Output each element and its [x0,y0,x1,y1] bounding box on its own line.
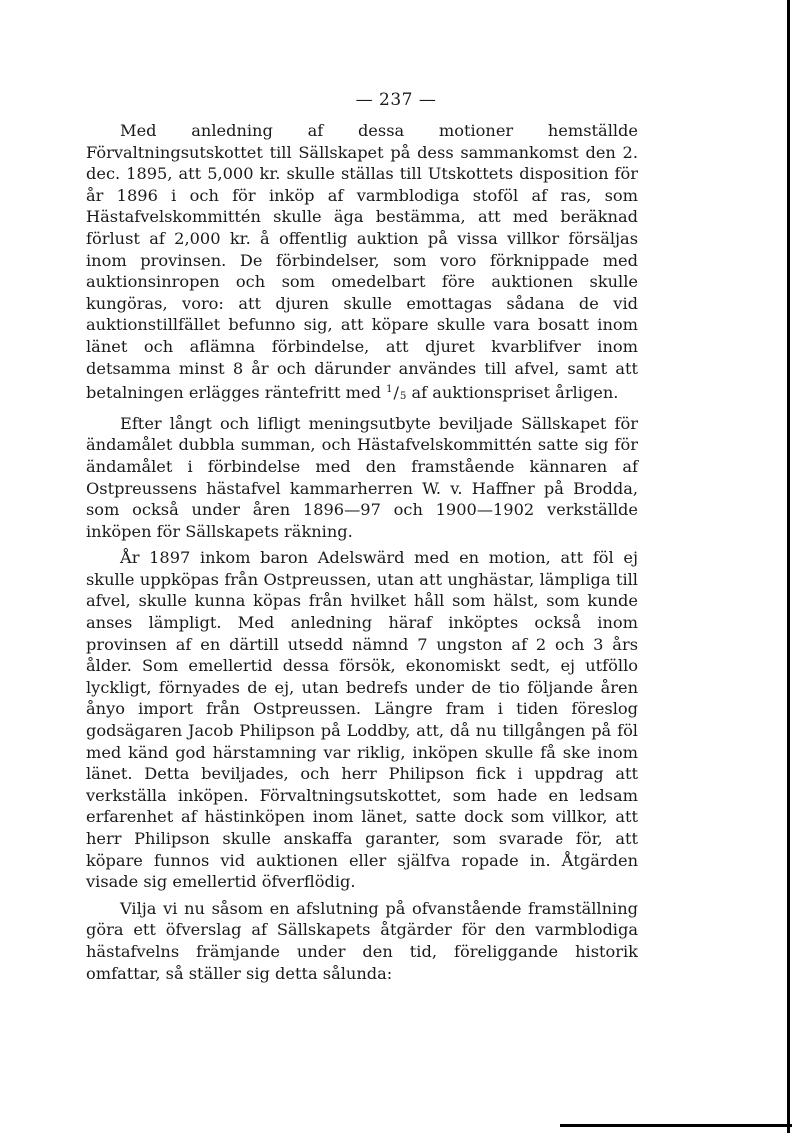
paragraph-1 [86,120,638,408]
paragraph-3: År 1897 inkom baron Adelswärd med en motion, att föl ej skulle uppköpas från Ostpreussen, utan att unghästar, lämpliga till afvel, skulle kunna köpas från hvilket håll som hälst, som kunde anses lämpligt. Med anledning häraf inköptes också inom provinsen af en därtill utsedd nämnd 7 ungston af 2 och 3 års ålder. Som emellertid dessa försök, ekonomiskt sedt, ej utföllo lyckligt, förnyades de ej, utan bedrefs under de tio följande åren ånyo import från Ostpreussen. Längre fram i tiden föreslog godsägaren Jacob Philipson på Loddby, att, då nu tillgången på föl med känd god härstamning var riklig, inköpen skulle få ske inom länet. Detta beviljades, och herr Philipson fick i uppdrag att verkställa inköpen. Förvaltningsutskottet, som hade en ledsam erfarenhet af hästinköpen inom länet, satte dock som villkor, att herr Philipson skulle anskaffa garanter, som svarade för, att köpare funnos vid auktionen eller själfva ropade in. Åtgärden visade sig emellertid öfverflödig. [86,548,638,892]
fraction-slash: / [393,383,399,403]
body-text [86,120,638,984]
paragraph-1-text: Med anledning af dessa motioner hemställde Förvaltningsutskottet till Sällskapet på dess sammankomst den 2. dec. 1895, att 5,000 kr. skulle ställas till Utskottets disposition för år 1896 i och för inköp af varmblodiga stoföl af ras, som Hästafvelskommittén skulle äga bestämma, att med beräknad förlust af 2,000 kr. å offentlig auktion på vissa villkor försäljas inom provinsen. De förbindelser, som voro förknippade med auktionsinropen och som omedelbart före auktionen skulle kungöras, voro: att djuren skulle emottagas sådana de vid auktionstillfället befunno sig, att köpare skulle vara bosatt inom länet och aflämna förbindelse, att djuret kvarblifver inom detsamma minst 8 år och därunder användes till afvel, samt att betalningen erlägges räntefritt med [86,121,638,403]
page-number: — 237 — [355,90,437,110]
scan-edge-bottom [560,1124,792,1127]
paragraph-1-text-end: af auktionspriset årligen. [411,383,619,403]
scan-edge-right [787,0,790,1133]
paragraph-2: Efter långt och lifligt meningsutbyte beviljade Sällskapet för ändamålet dubbla summan, och Hästafvelskommittén satte sig för ändamålet i förbindelse med den framstående kännaren af Ostpreussens hästafvel kammarherren W. v. Haffner på Brodda, som också under åren 1896—97 och 1900—1902 verkställde inköpen för Sällskapets räkning. [86,413,638,541]
fraction-denominator: 5 [399,391,407,403]
fraction-numerator: 1 [386,384,393,396]
fraction [386,383,406,402]
paragraph-4: Vilja vi nu såsom en afslutning på ofvanstående framställning göra ett öfverslag af Sällskapets åtgärder för den varmblodiga hästafvelns främjande under den tid, föreliggande historik omfattar, så ställer sig detta sålunda: [86,898,638,983]
